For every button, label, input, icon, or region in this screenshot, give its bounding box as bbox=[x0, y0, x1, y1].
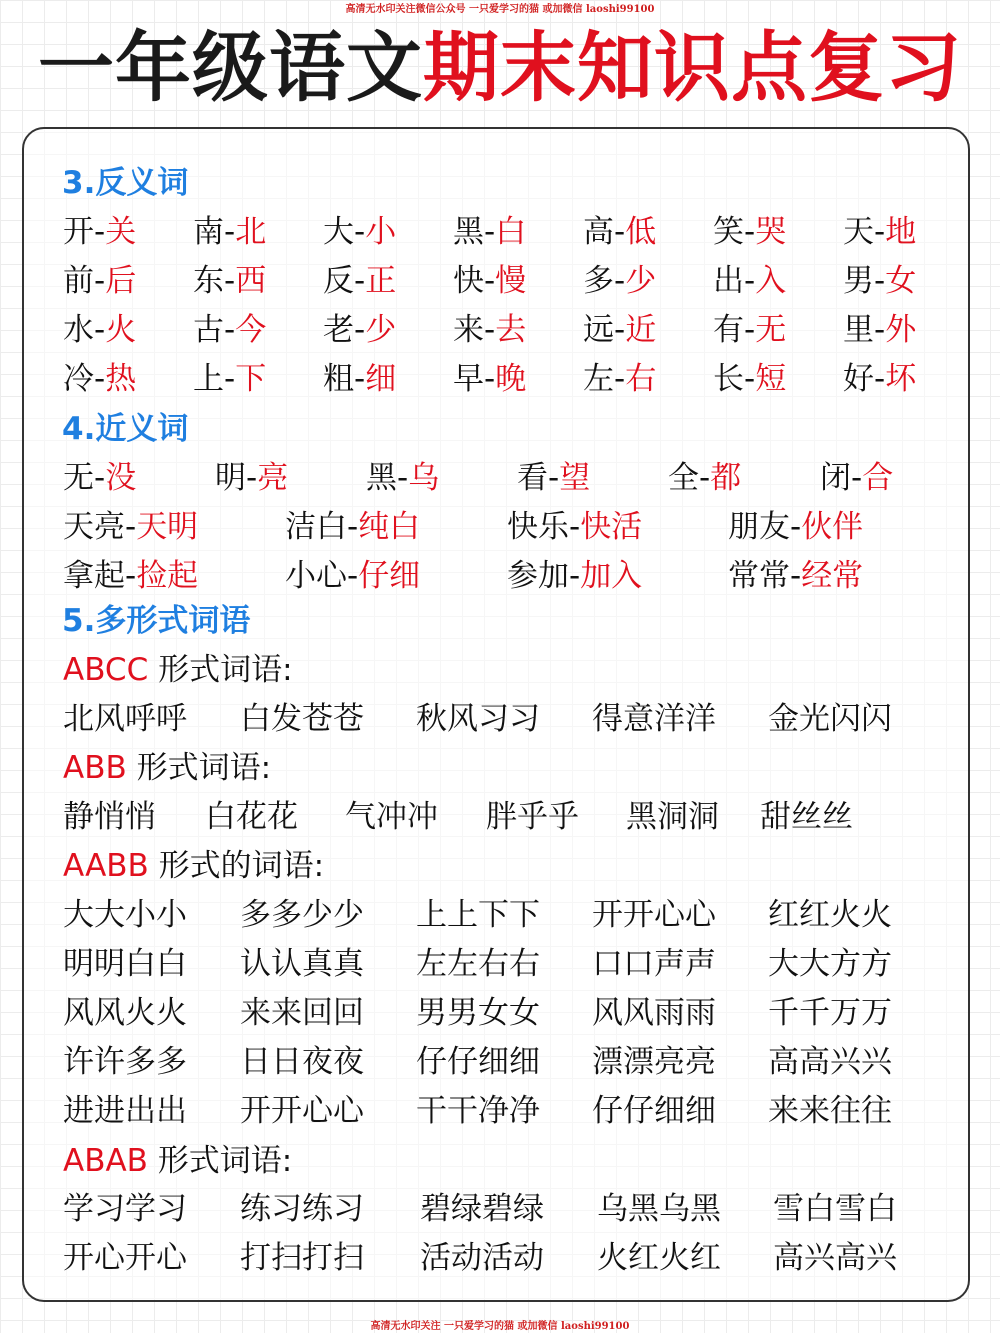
word-item: 开开心心 bbox=[240, 1093, 364, 1129]
pair-separator: - bbox=[790, 558, 802, 594]
word-item: 活动活动 bbox=[420, 1240, 544, 1276]
word-first: 长 bbox=[713, 361, 744, 397]
word-item: 甜丝丝 bbox=[760, 799, 853, 835]
word-second: 入 bbox=[755, 263, 787, 299]
word-second: 经常 bbox=[801, 558, 864, 594]
word-pair bbox=[713, 261, 786, 301]
subheading-abab bbox=[63, 1141, 292, 1181]
pair-separator: - bbox=[354, 361, 366, 397]
word-first: 粗 bbox=[323, 361, 354, 397]
pair-separator: - bbox=[94, 361, 106, 397]
form-code-abb: ABB bbox=[63, 750, 127, 786]
word-pair bbox=[583, 212, 656, 252]
word-first: 来 bbox=[453, 312, 484, 348]
word-first: 参加 bbox=[507, 558, 569, 594]
pair-separator: - bbox=[614, 214, 626, 250]
word-second: 哭 bbox=[755, 214, 787, 250]
pair-separator: - bbox=[125, 558, 137, 594]
pair-separator: - bbox=[94, 263, 106, 299]
word-pair bbox=[63, 458, 136, 498]
word-item: 乌黑乌黑 bbox=[597, 1191, 721, 1227]
word-pair bbox=[323, 359, 396, 399]
word-item: 许许多多 bbox=[63, 1044, 187, 1080]
word-item: 干干净净 bbox=[416, 1093, 540, 1129]
subheading-abb bbox=[63, 748, 271, 788]
pair-separator: - bbox=[484, 263, 496, 299]
word-item: 明明白白 bbox=[63, 946, 187, 982]
word-second: 右 bbox=[625, 361, 657, 397]
word-item: 高高兴兴 bbox=[768, 1044, 892, 1080]
word-first: 冷 bbox=[63, 361, 94, 397]
word-pair bbox=[713, 212, 786, 252]
pair-separator: - bbox=[246, 460, 258, 496]
word-item: 秋风习习 bbox=[416, 701, 540, 737]
watermark-bottom: 高清无水印关注 一只爱学习的猫 或加微信 laoshi99100 bbox=[370, 1321, 630, 1332]
watermark-top: 高清无水印关注微信公众号 一只爱学习的猫 或加微信 laoshi99100 bbox=[345, 4, 655, 15]
word-first: 大 bbox=[323, 214, 354, 250]
word-pair bbox=[583, 310, 656, 350]
word-second: 火 bbox=[105, 312, 137, 348]
pair-separator: - bbox=[744, 263, 756, 299]
word-item: 开开心心 bbox=[592, 897, 716, 933]
word-pair bbox=[193, 359, 266, 399]
word-second: 都 bbox=[710, 460, 742, 496]
word-second: 无 bbox=[755, 312, 787, 348]
word-second: 望 bbox=[559, 460, 591, 496]
word-second: 坏 bbox=[885, 361, 917, 397]
pair-separator: - bbox=[874, 361, 886, 397]
title-part-2: 期末知识点复习 bbox=[423, 23, 962, 112]
pair-separator: - bbox=[614, 361, 626, 397]
word-second: 北 bbox=[235, 214, 267, 250]
word-item: 开心开心 bbox=[63, 1240, 187, 1276]
word-pair bbox=[63, 359, 136, 399]
word-first: 朋友 bbox=[728, 509, 790, 545]
word-first: 笑 bbox=[713, 214, 744, 250]
word-first: 开 bbox=[63, 214, 94, 250]
word-first: 好 bbox=[843, 361, 874, 397]
pair-separator: - bbox=[874, 312, 886, 348]
form-code-aabb: AABB bbox=[63, 848, 149, 884]
word-item: 金光闪闪 bbox=[768, 701, 892, 737]
word-first: 黑 bbox=[366, 460, 397, 496]
word-first: 左 bbox=[583, 361, 614, 397]
word-item: 火红火红 bbox=[597, 1240, 721, 1276]
word-second: 女 bbox=[885, 263, 917, 299]
pair-separator: - bbox=[744, 361, 756, 397]
word-pair bbox=[843, 310, 916, 350]
word-second: 乌 bbox=[408, 460, 440, 496]
word-item: 胖乎乎 bbox=[486, 799, 579, 835]
word-second: 白 bbox=[495, 214, 527, 250]
word-first: 明 bbox=[215, 460, 246, 496]
pair-separator: - bbox=[354, 214, 366, 250]
word-first: 有 bbox=[713, 312, 744, 348]
word-second: 去 bbox=[495, 312, 527, 348]
word-item: 学习学习 bbox=[63, 1191, 187, 1227]
word-second: 西 bbox=[235, 263, 267, 299]
word-first: 天亮 bbox=[63, 509, 125, 545]
word-pair bbox=[453, 261, 526, 301]
word-pair bbox=[63, 261, 136, 301]
section-heading-antonyms: 3.反义词 bbox=[62, 165, 189, 201]
word-item: 仔仔细细 bbox=[416, 1044, 540, 1080]
word-first: 洁白 bbox=[285, 509, 347, 545]
pair-separator: - bbox=[224, 214, 236, 250]
word-item: 左左右右 bbox=[416, 946, 540, 982]
word-first: 快 bbox=[453, 263, 484, 299]
word-pair bbox=[285, 556, 420, 596]
pair-separator: - bbox=[569, 509, 581, 545]
word-item: 口口声声 bbox=[592, 946, 716, 982]
word-first: 看 bbox=[517, 460, 548, 496]
word-first: 上 bbox=[193, 361, 224, 397]
word-second: 小 bbox=[365, 214, 397, 250]
word-item: 上上下下 bbox=[416, 897, 540, 933]
word-second: 天明 bbox=[136, 509, 199, 545]
word-first: 老 bbox=[323, 312, 354, 348]
word-first: 小心 bbox=[285, 558, 347, 594]
word-item: 气冲冲 bbox=[345, 799, 438, 835]
word-second: 慢 bbox=[495, 263, 527, 299]
pair-separator: - bbox=[614, 312, 626, 348]
form-code-abcc: ABCC bbox=[63, 652, 149, 688]
section-heading-synonyms: 4.近义词 bbox=[62, 411, 189, 447]
word-second: 伙伴 bbox=[801, 509, 864, 545]
word-pair bbox=[193, 261, 266, 301]
word-item: 雪白雪白 bbox=[773, 1191, 897, 1227]
word-pair bbox=[63, 556, 198, 596]
word-item: 大大小小 bbox=[63, 897, 187, 933]
word-item: 来来往往 bbox=[768, 1093, 892, 1129]
word-item: 进进出出 bbox=[63, 1093, 187, 1129]
word-first: 常常 bbox=[728, 558, 790, 594]
word-second: 细 bbox=[365, 361, 397, 397]
word-item: 来来回回 bbox=[240, 995, 364, 1031]
title-part-1: 一年级语文 bbox=[38, 23, 423, 112]
word-second: 正 bbox=[365, 263, 397, 299]
word-first: 无 bbox=[63, 460, 94, 496]
word-item: 北风呼呼 bbox=[63, 701, 187, 737]
word-pair bbox=[453, 310, 526, 350]
pair-separator: - bbox=[484, 361, 496, 397]
pair-separator: - bbox=[224, 361, 236, 397]
pair-separator: - bbox=[94, 214, 106, 250]
word-second: 低 bbox=[625, 214, 657, 250]
word-pair bbox=[193, 212, 266, 252]
word-item: 得意洋洋 bbox=[592, 701, 716, 737]
page-title bbox=[0, 18, 1000, 118]
word-pair bbox=[285, 507, 420, 547]
word-item: 日日夜夜 bbox=[240, 1044, 364, 1080]
subheading-abcc bbox=[63, 650, 293, 690]
pair-separator: - bbox=[94, 460, 106, 496]
word-item: 仔仔细细 bbox=[592, 1093, 716, 1129]
word-first: 南 bbox=[193, 214, 224, 250]
pair-separator: - bbox=[224, 312, 236, 348]
word-item: 白花花 bbox=[205, 799, 298, 835]
word-first: 全 bbox=[668, 460, 699, 496]
word-pair bbox=[215, 458, 288, 498]
word-item: 白发苍苍 bbox=[240, 701, 364, 737]
word-pair bbox=[668, 458, 741, 498]
word-second: 今 bbox=[235, 312, 267, 348]
word-second: 热 bbox=[105, 361, 137, 397]
pair-separator: - bbox=[744, 312, 756, 348]
word-first: 黑 bbox=[453, 214, 484, 250]
word-item: 高兴高兴 bbox=[773, 1240, 897, 1276]
word-pair bbox=[366, 458, 439, 498]
word-pair bbox=[843, 359, 916, 399]
word-first: 早 bbox=[453, 361, 484, 397]
word-first: 远 bbox=[583, 312, 614, 348]
word-pair bbox=[713, 310, 786, 350]
word-pair bbox=[323, 261, 396, 301]
word-second: 合 bbox=[862, 460, 894, 496]
pair-separator: - bbox=[614, 263, 626, 299]
word-pair bbox=[507, 507, 642, 547]
form-label-abcc: 形式词语: bbox=[148, 652, 293, 688]
word-second: 近 bbox=[625, 312, 657, 348]
pair-separator: - bbox=[569, 558, 581, 594]
word-pair bbox=[63, 212, 136, 252]
word-first: 快乐 bbox=[507, 509, 569, 545]
word-item: 大大方方 bbox=[768, 946, 892, 982]
word-item: 黑洞洞 bbox=[626, 799, 719, 835]
word-second: 没 bbox=[105, 460, 137, 496]
word-second: 晚 bbox=[495, 361, 527, 397]
pair-separator: - bbox=[94, 312, 106, 348]
pair-separator: - bbox=[484, 312, 496, 348]
subheading-aabb bbox=[63, 846, 324, 886]
word-pair bbox=[517, 458, 590, 498]
word-pair bbox=[843, 261, 916, 301]
pair-separator: - bbox=[851, 460, 863, 496]
word-first: 出 bbox=[713, 263, 744, 299]
word-first: 水 bbox=[63, 312, 94, 348]
word-first: 反 bbox=[323, 263, 354, 299]
pair-separator: - bbox=[699, 460, 711, 496]
word-pair bbox=[193, 310, 266, 350]
word-second: 捡起 bbox=[136, 558, 199, 594]
pair-separator: - bbox=[354, 312, 366, 348]
word-pair bbox=[583, 261, 656, 301]
word-second: 短 bbox=[755, 361, 787, 397]
pair-separator: - bbox=[354, 263, 366, 299]
word-first: 天 bbox=[843, 214, 874, 250]
word-second: 亮 bbox=[257, 460, 289, 496]
word-item: 练习练习 bbox=[240, 1191, 364, 1227]
pair-separator: - bbox=[484, 214, 496, 250]
pair-separator: - bbox=[744, 214, 756, 250]
word-first: 拿起 bbox=[63, 558, 125, 594]
word-second: 仔细 bbox=[358, 558, 421, 594]
pair-separator: - bbox=[397, 460, 409, 496]
word-first: 里 bbox=[843, 312, 874, 348]
word-pair bbox=[583, 359, 656, 399]
word-item: 多多少少 bbox=[240, 897, 364, 933]
word-first: 前 bbox=[63, 263, 94, 299]
word-second: 纯白 bbox=[358, 509, 421, 545]
word-item: 碧绿碧绿 bbox=[420, 1191, 544, 1227]
word-first: 高 bbox=[583, 214, 614, 250]
word-first: 闭 bbox=[820, 460, 851, 496]
word-pair bbox=[728, 556, 863, 596]
word-second: 关 bbox=[105, 214, 137, 250]
section-heading-forms: 5.多形式词语 bbox=[62, 603, 251, 639]
word-pair bbox=[63, 310, 136, 350]
word-second: 少 bbox=[365, 312, 397, 348]
word-item: 男男女女 bbox=[416, 995, 540, 1031]
word-first: 男 bbox=[843, 263, 874, 299]
word-item: 红红火火 bbox=[768, 897, 892, 933]
word-first: 东 bbox=[193, 263, 224, 299]
word-pair bbox=[507, 556, 642, 596]
word-second: 后 bbox=[105, 263, 137, 299]
pair-separator: - bbox=[125, 509, 137, 545]
word-item: 千千万万 bbox=[768, 995, 892, 1031]
word-second: 下 bbox=[235, 361, 267, 397]
word-pair bbox=[843, 212, 916, 252]
word-second: 外 bbox=[885, 312, 917, 348]
word-second: 地 bbox=[885, 214, 917, 250]
word-second: 少 bbox=[625, 263, 657, 299]
word-item: 静悄悄 bbox=[63, 799, 156, 835]
pair-separator: - bbox=[790, 509, 802, 545]
word-pair bbox=[323, 212, 396, 252]
word-pair bbox=[453, 359, 526, 399]
word-second: 加入 bbox=[580, 558, 643, 594]
form-label-abab: 形式词语: bbox=[147, 1143, 293, 1179]
word-pair bbox=[728, 507, 863, 547]
word-pair bbox=[820, 458, 893, 498]
pair-separator: - bbox=[224, 263, 236, 299]
word-pair bbox=[453, 212, 526, 252]
pair-separator: - bbox=[347, 558, 359, 594]
pair-separator: - bbox=[347, 509, 359, 545]
word-first: 多 bbox=[583, 263, 614, 299]
word-item: 风风火火 bbox=[63, 995, 187, 1031]
word-pair bbox=[63, 507, 198, 547]
word-item: 漂漂亮亮 bbox=[592, 1044, 716, 1080]
form-label-abb: 形式词语: bbox=[126, 750, 272, 786]
word-item: 打扫打扫 bbox=[240, 1240, 364, 1276]
word-item: 认认真真 bbox=[240, 946, 364, 982]
form-code-abab: ABAB bbox=[63, 1143, 148, 1179]
pair-separator: - bbox=[548, 460, 560, 496]
word-pair bbox=[323, 310, 396, 350]
word-second: 快活 bbox=[580, 509, 643, 545]
word-first: 古 bbox=[193, 312, 224, 348]
word-pair bbox=[713, 359, 786, 399]
form-label-aabb: 形式的词语: bbox=[148, 848, 325, 884]
word-item: 风风雨雨 bbox=[592, 995, 716, 1031]
pair-separator: - bbox=[874, 214, 886, 250]
pair-separator: - bbox=[874, 263, 886, 299]
